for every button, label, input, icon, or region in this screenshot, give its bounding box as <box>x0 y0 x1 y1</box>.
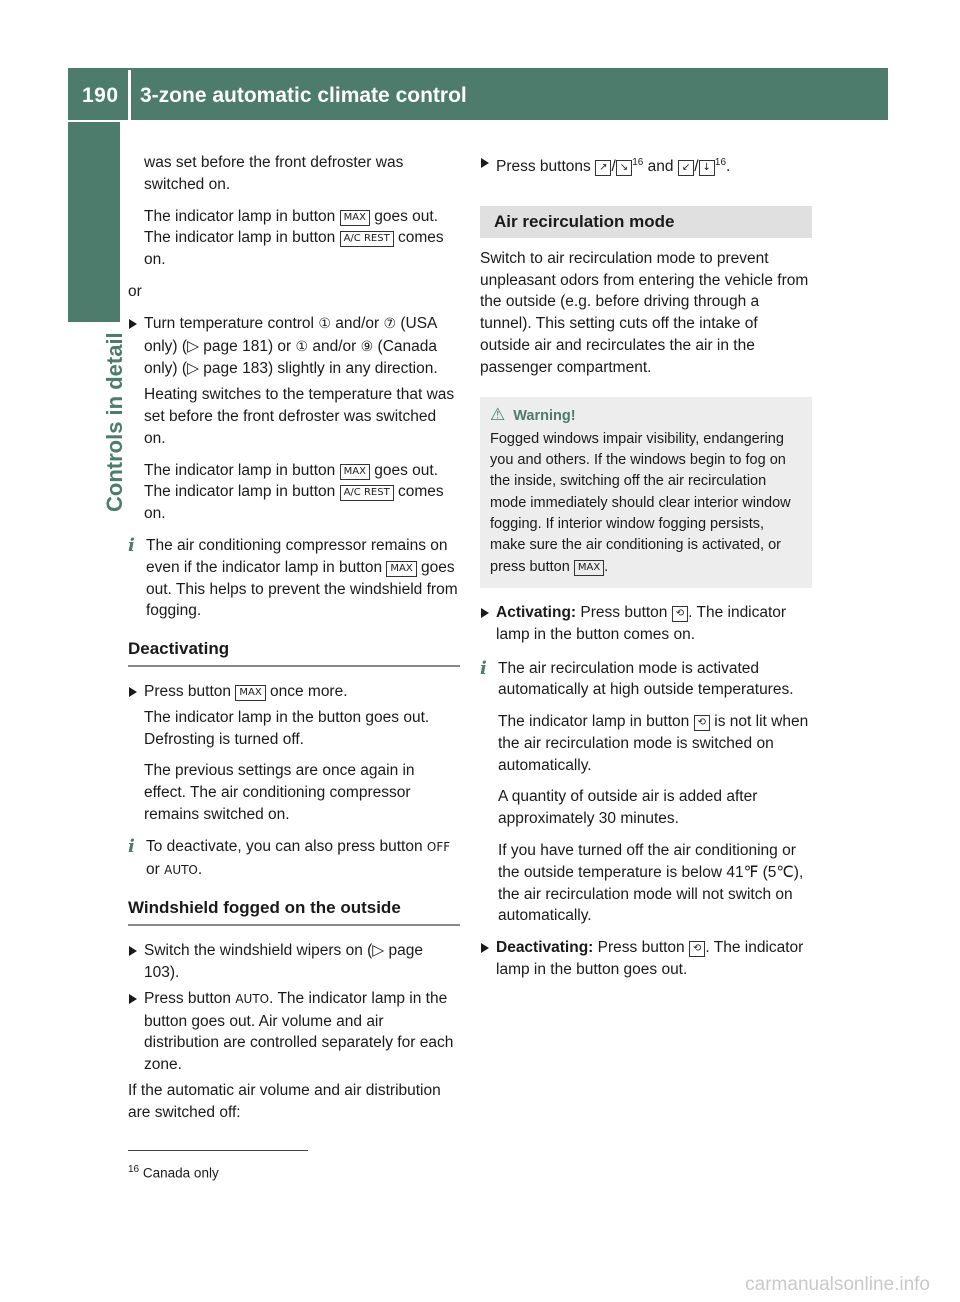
ac-button-icon: A/C REST <box>340 231 394 247</box>
left-column <box>128 152 460 1133</box>
header-separator <box>128 70 131 120</box>
or-text: or <box>128 282 142 300</box>
info-icon: i <box>128 534 135 556</box>
off-button-icon: OFF <box>426 839 451 854</box>
step-item: Deactivating: Press button ⟲ . The indicator lamp in the button goes out. <box>480 937 812 981</box>
footnote-rule <box>128 1150 308 1151</box>
info-note: i To deactivate, you can also press button OFF or AUTO. <box>128 835 451 878</box>
paragraph: The indicator lamp in button MAX goes out. The indicator lamp in button A/C REST comes on. <box>144 461 444 523</box>
step-item: Press button AUTO. The indicator lamp in the button goes out. Air volume and air distribution are controlled separately for each zone. <box>128 988 460 1076</box>
right-column <box>480 152 812 985</box>
step-item: Activating: Press button ⟲ . The indicator lamp in the button comes on. <box>480 602 812 646</box>
side-label: Controls in detail <box>102 332 127 512</box>
info-note: i The air conditioning compressor remains on even if the indicator lamp in button MAX goes out. This helps to prevent the windshield from fogging. <box>128 534 458 620</box>
footnote: $^{16}$ Canada only <box>128 1164 219 1181</box>
paragraph: was set before the front defroster was switched on. <box>144 154 404 193</box>
paragraph: The indicator lamp in the button goes out. Defrosting is turned off. <box>144 708 430 748</box>
step-item: Press buttons ↗ / ↘ $^{16}$ and ↙ / ↓ $^{16}$. <box>480 152 812 178</box>
auto-button-icon: AUTO <box>164 862 198 877</box>
recirculation-button-icon: ⟲ <box>672 606 688 622</box>
info-icon: i <box>480 657 487 679</box>
step-item: Press button MAX once more. <box>128 681 460 703</box>
step-item: Turn temperature control ① and/or ⑦ (USA only) (▷ page 181) or ① and/or ⑨ (Canada only) (▷ page 183) slightly in any direction. <box>128 313 460 380</box>
section-heading: Deactivating <box>128 638 460 667</box>
warning-box: ⚠ Warning! Fogged windows impair visibility, endangering you and others. If the windows begin to fog on the inside, switching off the air recirculation mode immediately should clear interior window fogging. If interior window fogging persists, make sure the air conditioning is activated, or press button MAX . <box>480 397 812 588</box>
max-defrost-button-icon: MAX <box>574 560 604 576</box>
side-tab <box>68 122 120 322</box>
watermark: carmanualsonline.info <box>745 1274 930 1295</box>
recirculation-button-icon: ⟲ <box>689 941 705 957</box>
control-1-icon: ① <box>318 315 331 332</box>
ac-button-icon: A/C REST <box>340 485 394 501</box>
max-defrost-button-icon: MAX <box>235 685 265 701</box>
max-defrost-button-icon: MAX <box>340 210 370 226</box>
paragraph: Heating switches to the temperature that was set before the front defroster was switched on. <box>144 386 455 447</box>
section-heading: Windshield fogged on the outside <box>128 897 460 926</box>
max-defrost-button-icon: MAX <box>386 561 416 577</box>
control-9-icon: ⑨ <box>360 338 374 355</box>
info-icon: i <box>128 835 135 857</box>
step-item: Switch the windshield wipers on (▷ page 103). <box>128 940 460 984</box>
chapter-title: 3-zone automatic climate control <box>140 84 467 107</box>
paragraph: Switch to air recirculation mode to prevent unpleasant odors from entering the vehicle from the outside (e.g. before driving through a tunnel). This setting cuts off the intake of outside air and recirculates the air in the passenger compartment. <box>480 249 809 376</box>
warning-icon: ⚠ <box>490 404 506 425</box>
recirculation-button-icon: ⟲ <box>694 715 710 731</box>
paragraph: The previous settings are once again in effect. The air conditioning compressor remains switched on. <box>144 762 415 823</box>
auto-button-icon: AUTO <box>235 991 270 1006</box>
section-heading: Air recirculation mode <box>480 206 812 238</box>
control-7-icon: ⑦ <box>383 315 397 332</box>
air-distribution-down-icon: ↘ <box>616 160 632 176</box>
max-defrost-button-icon: MAX <box>340 464 370 480</box>
info-note: i The air recirculation mode is activated automatically at high outside temperatures. The indicator lamp in button ⟲ is not lit when the air recirculation mode is switched on automatically. A quantity of outside air is added after approximately 30 minutes. If you have turned off the air conditioning or the outside temperature is below 41℉ (5℃), the air recirculation mode will not switch on automatically. <box>480 657 809 925</box>
control-1-icon: ① <box>295 338 309 355</box>
paragraph: The indicator lamp in button MAX goes out. The indicator lamp in button A/C REST comes on. <box>144 207 444 269</box>
air-distribution-up-icon: ↗ <box>595 160 611 176</box>
air-distribution-footwell-icon: ↓ <box>699 160 715 176</box>
page-number: 190 <box>82 84 119 107</box>
air-distribution-center-icon: ↙ <box>678 160 694 176</box>
paragraph: If the automatic air volume and air distribution are switched off: <box>128 1081 441 1121</box>
